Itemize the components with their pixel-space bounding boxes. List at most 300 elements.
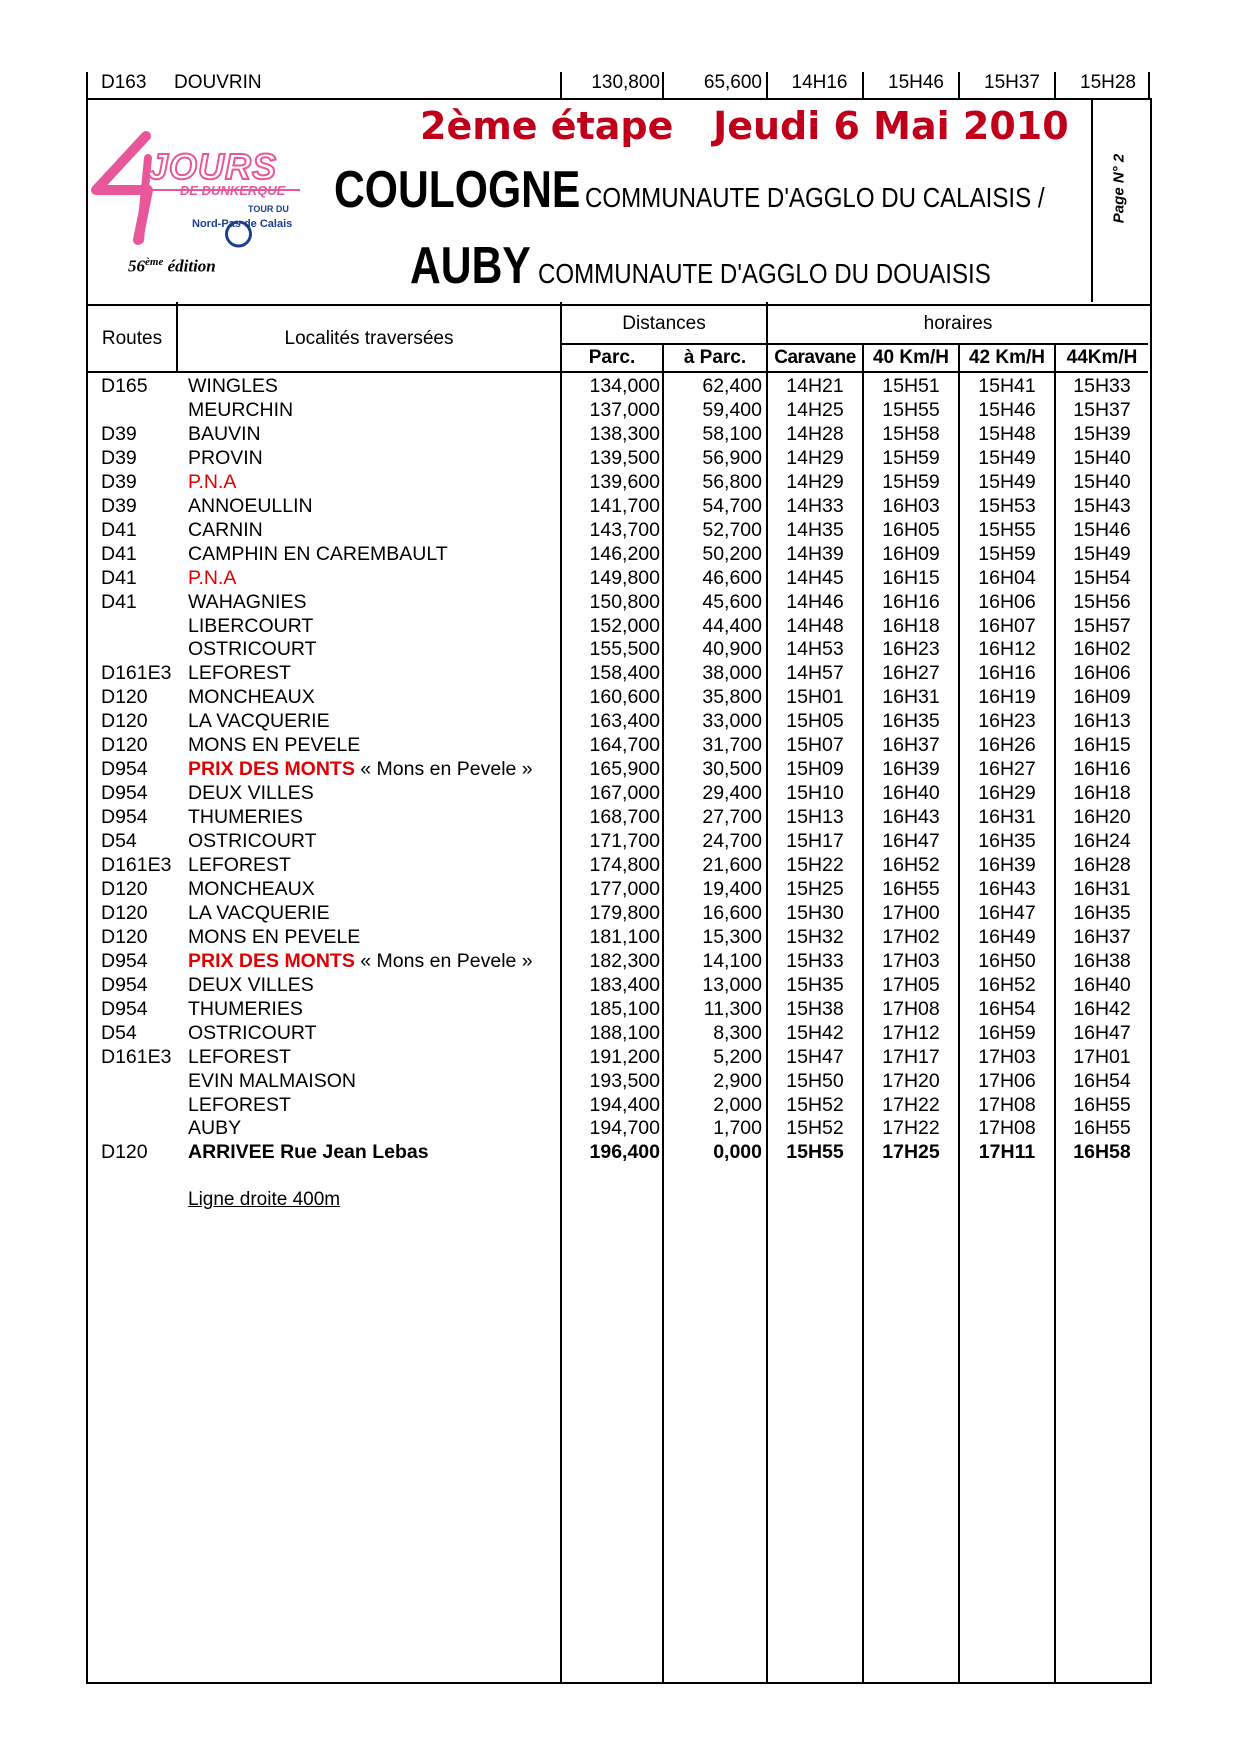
stage-label: 2ème étape bbox=[420, 104, 674, 148]
row-route: D954 bbox=[101, 997, 148, 1020]
row-parc: 182,300 bbox=[589, 949, 660, 972]
row-h42: 17H11 bbox=[978, 1141, 1036, 1164]
row-parc: 191,200 bbox=[589, 1045, 660, 1068]
row-route: D161E3 bbox=[101, 854, 172, 876]
row-h40: 17H02 bbox=[882, 925, 940, 948]
row-route: D165 bbox=[101, 375, 148, 397]
row-h40: 16H52 bbox=[882, 854, 940, 876]
row-route: D954 bbox=[101, 758, 148, 781]
row-h40: 17H08 bbox=[882, 997, 940, 1020]
row-caravane: 15H13 bbox=[786, 806, 844, 829]
row-route: D41 bbox=[101, 542, 137, 565]
row-h40: 15H58 bbox=[882, 422, 940, 445]
row-locality-name: WINGLES bbox=[188, 375, 278, 397]
row-parc: 174,800 bbox=[589, 854, 660, 876]
row-h44: 16H16 bbox=[1073, 758, 1131, 781]
top-h44: 15H28 bbox=[1080, 72, 1136, 93]
row-h40: 16H39 bbox=[882, 758, 940, 781]
start-sub: COMMUNAUTE D'AGGLO DU CALAISIS / bbox=[584, 182, 1045, 213]
col-routes: Routes bbox=[101, 328, 163, 349]
row-h44: 16H28 bbox=[1073, 854, 1131, 876]
edition-word: édition bbox=[167, 256, 216, 276]
row-parc: 150,800 bbox=[589, 590, 660, 613]
row-aparc: 44,400 bbox=[702, 614, 762, 637]
col-distances: Distances bbox=[622, 313, 706, 334]
row-h44: 16H24 bbox=[1073, 830, 1131, 853]
end-city-line bbox=[410, 236, 1064, 296]
row-h40: 16H23 bbox=[882, 638, 940, 661]
row-route: D120 bbox=[101, 686, 148, 709]
row-caravane: 15H32 bbox=[786, 925, 844, 948]
row-parc: 168,700 bbox=[589, 806, 660, 829]
col-40kmh: 40 Km/H bbox=[872, 347, 950, 368]
row-locality bbox=[188, 877, 315, 901]
row-locality-name: LEFOREST bbox=[188, 1093, 291, 1116]
row-locality-name: PRIX DES MONTS bbox=[188, 949, 355, 972]
row-locality bbox=[188, 925, 360, 949]
row-h42: 15H53 bbox=[978, 494, 1036, 517]
row-h42: 16H31 bbox=[978, 806, 1036, 829]
row-h44: 16H20 bbox=[1073, 806, 1131, 829]
row-route: D954 bbox=[101, 949, 148, 972]
row-h40: 17H05 bbox=[882, 973, 940, 996]
row-locality-name: EVIN MALMAISON bbox=[188, 1069, 356, 1092]
row-locality-note: « Mons en Pevele » bbox=[354, 949, 533, 972]
row-h40: 16H40 bbox=[882, 782, 940, 805]
row-locality bbox=[188, 637, 317, 661]
row-locality bbox=[188, 1069, 356, 1093]
row-caravane: 14H57 bbox=[786, 662, 844, 685]
row-h40: 16H35 bbox=[882, 710, 940, 733]
col-42kmh: 42 Km/H bbox=[968, 347, 1046, 368]
row-locality-name: OSTRICOURT bbox=[188, 1021, 317, 1044]
row-route: D54 bbox=[101, 1021, 137, 1044]
row-h42: 16H59 bbox=[978, 1021, 1036, 1044]
row-locality bbox=[188, 566, 236, 590]
row-h40: 17H22 bbox=[882, 1093, 940, 1116]
row-aparc: 45,600 bbox=[702, 590, 762, 613]
row-aparc: 31,700 bbox=[702, 734, 762, 757]
row-aparc: 62,400 bbox=[702, 375, 762, 397]
row-route: D954 bbox=[101, 973, 148, 996]
row-route: D41 bbox=[101, 566, 137, 589]
row-parc: 146,200 bbox=[589, 542, 660, 565]
row-h42: 16H50 bbox=[978, 949, 1036, 972]
row-locality-name: LEFOREST bbox=[188, 854, 291, 876]
row-aparc: 52,700 bbox=[702, 518, 762, 541]
divider bbox=[86, 72, 88, 100]
row-h42: 17H08 bbox=[978, 1093, 1036, 1116]
row-caravane: 15H10 bbox=[786, 782, 844, 805]
row-h42: 16H29 bbox=[978, 782, 1036, 805]
row-h44: 16H35 bbox=[1073, 901, 1131, 924]
row-parc: 137,000 bbox=[589, 398, 660, 421]
row-aparc: 2,900 bbox=[713, 1069, 762, 1092]
row-aparc: 40,900 bbox=[702, 638, 762, 661]
row-aparc: 0,000 bbox=[713, 1141, 762, 1164]
row-locality-name: MONS EN PEVELE bbox=[188, 925, 361, 948]
row-parc: 163,400 bbox=[589, 710, 660, 733]
row-h44: 16H47 bbox=[1073, 1021, 1131, 1044]
row-h42: 16H43 bbox=[978, 877, 1036, 900]
row-aparc: 5,200 bbox=[713, 1045, 762, 1068]
row-caravane: 14H33 bbox=[786, 494, 844, 517]
row-h42: 16H49 bbox=[978, 925, 1036, 948]
row-locality bbox=[188, 1140, 429, 1164]
row-aparc: 8,300 bbox=[713, 1021, 762, 1044]
row-aparc: 27,700 bbox=[702, 806, 762, 829]
row-h40: 16H37 bbox=[882, 734, 940, 757]
row-parc: 138,300 bbox=[589, 422, 660, 445]
logo-region-text: Nord-Pas de Calais bbox=[192, 218, 293, 230]
row-h42: 16H39 bbox=[978, 854, 1036, 876]
row-h44: 16H31 bbox=[1073, 877, 1131, 900]
row-caravane: 15H33 bbox=[786, 949, 844, 972]
row-parc: 185,100 bbox=[589, 997, 660, 1020]
logo-sub-text: DE DUNKERQUE bbox=[180, 183, 286, 198]
row-h42: 15H46 bbox=[978, 398, 1036, 421]
row-parc: 177,000 bbox=[589, 877, 660, 900]
row-parc: 139,500 bbox=[589, 446, 660, 469]
row-h40: 17H00 bbox=[882, 901, 940, 924]
row-aparc: 35,800 bbox=[702, 686, 762, 709]
row-h44: 16H02 bbox=[1073, 638, 1131, 661]
row-h44: 16H09 bbox=[1073, 686, 1131, 709]
row-locality-name: PROVIN bbox=[188, 446, 263, 469]
row-locality-name: LA VACQUERIE bbox=[188, 901, 330, 924]
row-aparc: 16,600 bbox=[702, 901, 762, 924]
row-route: D954 bbox=[101, 806, 148, 829]
row-h44: 16H13 bbox=[1073, 710, 1131, 733]
row-locality-name: ANNOEULLIN bbox=[188, 494, 313, 517]
row-locality bbox=[188, 1116, 241, 1140]
row-h42: 15H41 bbox=[978, 375, 1036, 397]
row-h42: 16H54 bbox=[978, 997, 1036, 1020]
row-h40: 15H59 bbox=[882, 470, 940, 493]
row-h42: 16H19 bbox=[978, 686, 1036, 709]
start-city: COULOGNE bbox=[334, 161, 581, 219]
row-h44: 16H58 bbox=[1073, 1141, 1131, 1164]
row-caravane: 14H45 bbox=[786, 566, 844, 589]
row-h42: 16H06 bbox=[978, 590, 1036, 613]
row-h42: 16H52 bbox=[978, 973, 1036, 996]
row-aparc: 13,000 bbox=[702, 973, 762, 996]
row-h40: 16H15 bbox=[882, 566, 940, 589]
subheader-line bbox=[560, 343, 1148, 345]
row-caravane: 15H09 bbox=[786, 758, 844, 781]
row-h40: 16H18 bbox=[882, 614, 940, 637]
row-locality bbox=[188, 614, 313, 638]
row-aparc: 33,000 bbox=[702, 710, 762, 733]
row-locality-name: MONCHEAUX bbox=[188, 877, 315, 900]
row-locality-name: THUMERIES bbox=[188, 997, 303, 1020]
edition-number: 56 bbox=[128, 256, 145, 276]
row-caravane: 14H46 bbox=[786, 590, 844, 613]
row-parc: 149,800 bbox=[589, 566, 660, 589]
row-h44: 15H39 bbox=[1073, 422, 1131, 445]
top-aparc: 65,600 bbox=[703, 72, 762, 93]
row-route: D120 bbox=[101, 925, 148, 948]
row-locality-name: WAHAGNIES bbox=[188, 590, 307, 613]
row-h42: 15H59 bbox=[978, 542, 1036, 565]
top-h42: 15H37 bbox=[984, 72, 1040, 93]
row-h42: 15H49 bbox=[978, 446, 1036, 469]
logo-main-text: JOURS bbox=[148, 146, 278, 187]
row-caravane: 15H07 bbox=[786, 734, 844, 757]
row-aparc: 58,100 bbox=[702, 422, 762, 445]
row-h44: 16H54 bbox=[1073, 1069, 1131, 1092]
top-parc: 130,800 bbox=[591, 72, 660, 93]
row-h44: 15H57 bbox=[1073, 614, 1131, 637]
row-caravane: 14H29 bbox=[786, 470, 844, 493]
row-locality bbox=[188, 949, 533, 973]
row-parc: 160,600 bbox=[589, 686, 660, 709]
row-locality-name: ARRIVEE Rue Jean Lebas bbox=[188, 1141, 429, 1164]
row-locality-name: LEFOREST bbox=[188, 1045, 291, 1068]
row-h40: 16H16 bbox=[882, 590, 940, 613]
row-caravane: 14H21 bbox=[786, 375, 844, 397]
edition-sup: ème bbox=[145, 256, 164, 268]
row-route: D120 bbox=[101, 877, 148, 900]
row-aparc: 30,500 bbox=[702, 758, 762, 781]
row-h44: 16H37 bbox=[1073, 925, 1131, 948]
row-h40: 16H27 bbox=[882, 662, 940, 685]
row-h44: 16H55 bbox=[1073, 1117, 1131, 1140]
row-locality-name: MONS EN PEVELE bbox=[188, 734, 361, 757]
row-h40: 15H59 bbox=[882, 446, 940, 469]
row-locality bbox=[188, 542, 448, 566]
row-h40: 16H05 bbox=[882, 518, 940, 541]
row-aparc: 19,400 bbox=[702, 877, 762, 900]
row-locality-name: OSTRICOURT bbox=[188, 638, 317, 661]
row-h44: 15H49 bbox=[1073, 542, 1131, 565]
row-h42: 17H08 bbox=[978, 1117, 1036, 1140]
row-parc: 196,400 bbox=[589, 1141, 660, 1164]
row-parc: 164,700 bbox=[589, 734, 660, 757]
row-aparc: 54,700 bbox=[702, 494, 762, 517]
divider bbox=[862, 72, 864, 100]
col-localites: Localités traversées bbox=[284, 328, 454, 349]
row-h40: 16H43 bbox=[882, 806, 940, 829]
row-h40: 17H03 bbox=[882, 949, 940, 972]
row-h44: 16H40 bbox=[1073, 973, 1131, 996]
row-h44: 15H56 bbox=[1073, 590, 1131, 613]
top-locality: DOUVRIN bbox=[174, 72, 262, 93]
divider bbox=[766, 72, 768, 100]
row-parc: 141,700 bbox=[589, 494, 660, 517]
row-caravane: 15H05 bbox=[786, 710, 844, 733]
row-locality bbox=[188, 1093, 291, 1117]
row-aparc: 2,000 bbox=[713, 1093, 762, 1116]
edition-label bbox=[128, 256, 216, 277]
row-caravane: 15H25 bbox=[786, 877, 844, 900]
page-number: Page N° 2 bbox=[1110, 153, 1128, 224]
row-caravane: 14H28 bbox=[786, 422, 844, 445]
row-h44: 16H38 bbox=[1073, 949, 1131, 972]
row-h42: 16H27 bbox=[978, 758, 1036, 781]
row-h42: 15H49 bbox=[978, 470, 1036, 493]
row-aparc: 50,200 bbox=[702, 542, 762, 565]
row-h40: 15H51 bbox=[882, 375, 940, 397]
row-h40: 16H09 bbox=[882, 542, 940, 565]
row-h42: 16H35 bbox=[978, 830, 1036, 853]
row-h42: 17H06 bbox=[978, 1069, 1036, 1092]
row-locality bbox=[188, 494, 313, 518]
row-route: D120 bbox=[101, 710, 148, 733]
row-aparc: 46,600 bbox=[702, 566, 762, 589]
row-h44: 16H42 bbox=[1073, 997, 1131, 1020]
row-parc: 152,000 bbox=[589, 614, 660, 637]
col-horaires: horaires bbox=[923, 313, 993, 334]
row-aparc: 1,700 bbox=[713, 1117, 762, 1140]
row-aparc: 38,000 bbox=[702, 662, 762, 685]
end-city: AUBY bbox=[410, 237, 531, 295]
row-locality bbox=[188, 757, 533, 781]
row-locality bbox=[188, 374, 278, 398]
row-aparc: 21,600 bbox=[702, 854, 762, 876]
row-aparc: 59,400 bbox=[702, 398, 762, 421]
row-h42: 16H04 bbox=[978, 566, 1036, 589]
row-locality-note: « Mons en Pevele » bbox=[354, 758, 533, 781]
row-locality bbox=[188, 709, 330, 733]
row-h40: 15H55 bbox=[882, 398, 940, 421]
row-route: D39 bbox=[101, 422, 137, 445]
row-caravane: 14H53 bbox=[786, 638, 844, 661]
row-caravane: 14H35 bbox=[786, 518, 844, 541]
row-h42: 16H12 bbox=[978, 638, 1036, 661]
row-h40: 16H31 bbox=[882, 686, 940, 709]
row-h44: 15H46 bbox=[1073, 518, 1131, 541]
row-aparc: 56,900 bbox=[702, 446, 762, 469]
col-aparc: à Parc. bbox=[683, 347, 747, 368]
row-route: D120 bbox=[101, 901, 148, 924]
row-route: D54 bbox=[101, 830, 137, 853]
row-locality bbox=[188, 470, 236, 494]
row-caravane: 15H52 bbox=[786, 1093, 844, 1116]
row-caravane: 15H50 bbox=[786, 1069, 844, 1092]
row-route: D39 bbox=[101, 446, 137, 469]
row-h42: 16H23 bbox=[978, 710, 1036, 733]
row-caravane: 14H25 bbox=[786, 398, 844, 421]
top-caravane: 14H16 bbox=[791, 72, 848, 93]
start-city-line bbox=[334, 160, 1119, 220]
col-caravane: Caravane bbox=[774, 347, 856, 368]
row-locality-name: CARNIN bbox=[188, 518, 263, 541]
row-locality bbox=[188, 422, 261, 446]
top-h40: 15H46 bbox=[888, 72, 944, 93]
row-locality-name: PRIX DES MONTS bbox=[188, 758, 355, 781]
row-locality-name: P.N.A bbox=[188, 566, 237, 589]
row-locality bbox=[188, 973, 314, 997]
row-locality bbox=[188, 685, 315, 709]
row-caravane: 15H52 bbox=[786, 1117, 844, 1140]
row-locality bbox=[188, 901, 330, 925]
row-locality bbox=[188, 1045, 291, 1069]
row-h42: 16H16 bbox=[978, 662, 1036, 685]
row-parc: 134,000 bbox=[589, 375, 660, 397]
divider bbox=[958, 72, 960, 100]
row-parc: 171,700 bbox=[589, 830, 660, 853]
row-h44: 15H40 bbox=[1073, 446, 1131, 469]
row-locality bbox=[188, 1021, 317, 1045]
row-locality bbox=[188, 661, 291, 685]
row-locality bbox=[188, 518, 263, 542]
row-h42: 15H55 bbox=[978, 518, 1036, 541]
row-caravane: 15H01 bbox=[786, 686, 844, 709]
row-locality bbox=[188, 590, 306, 614]
divider bbox=[1054, 72, 1056, 100]
divider bbox=[560, 72, 562, 100]
row-locality-name: LA VACQUERIE bbox=[188, 710, 330, 733]
row-locality-name: MONCHEAUX bbox=[188, 686, 315, 709]
row-locality bbox=[188, 805, 303, 829]
row-parc: 188,100 bbox=[589, 1021, 660, 1044]
row-parc: 139,600 bbox=[589, 470, 660, 493]
row-caravane: 15H55 bbox=[786, 1141, 844, 1164]
row-route: D120 bbox=[101, 1141, 148, 1164]
row-aparc: 14,100 bbox=[702, 949, 762, 972]
row-h44: 16H06 bbox=[1073, 662, 1131, 685]
row-h40: 17H12 bbox=[882, 1021, 940, 1044]
row-h44: 15H33 bbox=[1073, 375, 1131, 397]
row-parc: 193,500 bbox=[589, 1069, 660, 1092]
row-h44: 16H15 bbox=[1073, 734, 1131, 757]
row-locality bbox=[188, 781, 314, 805]
row-aparc: 11,300 bbox=[703, 997, 762, 1020]
header-bottom-line bbox=[88, 371, 1148, 373]
row-parc: 165,900 bbox=[589, 758, 660, 781]
row-parc: 194,400 bbox=[589, 1093, 660, 1116]
row-caravane: 15H17 bbox=[786, 830, 844, 853]
row-h42: 15H48 bbox=[978, 422, 1036, 445]
row-parc: 179,800 bbox=[589, 901, 660, 924]
row-locality bbox=[188, 853, 291, 877]
row-h44: 15H43 bbox=[1073, 494, 1131, 517]
row-h44: 16H55 bbox=[1073, 1093, 1131, 1116]
row-caravane: 14H48 bbox=[786, 614, 844, 637]
row-route: D41 bbox=[101, 590, 137, 613]
row-route: D39 bbox=[101, 470, 137, 493]
row-locality bbox=[188, 446, 263, 470]
col-44kmh: 44Km/H bbox=[1066, 347, 1138, 368]
row-h40: 17H17 bbox=[882, 1045, 940, 1068]
row-route: D161E3 bbox=[101, 1045, 172, 1068]
row-h44: 16H18 bbox=[1073, 782, 1131, 805]
row-h40: 16H55 bbox=[882, 877, 940, 900]
race-logo bbox=[88, 128, 310, 248]
row-locality bbox=[188, 997, 303, 1021]
row-caravane: 15H22 bbox=[786, 854, 844, 876]
row-parc: 158,400 bbox=[589, 662, 660, 685]
row-h40: 17H22 bbox=[882, 1117, 940, 1140]
divider bbox=[1148, 72, 1150, 100]
row-h40: 16H47 bbox=[882, 830, 940, 853]
row-h40: 17H20 bbox=[882, 1069, 940, 1092]
row-aparc: 56,800 bbox=[702, 470, 762, 493]
row-parc: 181,100 bbox=[589, 925, 660, 948]
row-locality-name: AUBY bbox=[188, 1117, 242, 1140]
row-route: D39 bbox=[101, 494, 137, 517]
row-locality-name: CAMPHIN EN CAREMBAULT bbox=[188, 542, 448, 565]
row-locality-name: LEFOREST bbox=[188, 662, 291, 685]
row-locality-name: DEUX VILLES bbox=[188, 782, 314, 805]
row-caravane: 15H30 bbox=[786, 901, 844, 924]
row-h42: 16H07 bbox=[978, 614, 1036, 637]
row-route: D954 bbox=[101, 782, 148, 805]
row-parc: 194,700 bbox=[589, 1117, 660, 1140]
row-route: D120 bbox=[101, 734, 148, 757]
row-h42: 16H26 bbox=[978, 734, 1036, 757]
